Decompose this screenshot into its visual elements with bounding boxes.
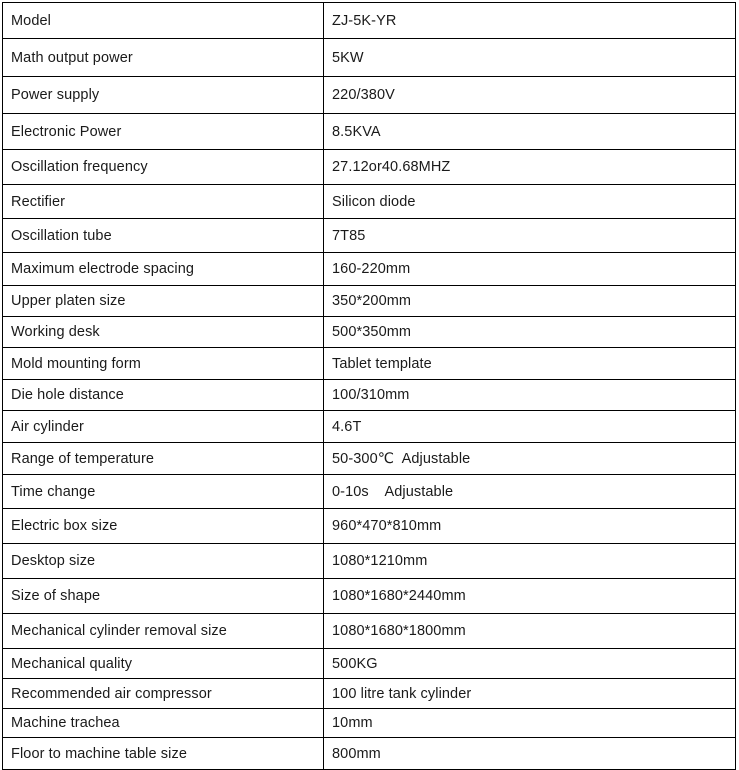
row-label: Electric box size <box>3 509 324 544</box>
table-row <box>3 614 736 649</box>
row-value: 500KG <box>324 649 736 679</box>
row-value: 7T85 <box>324 219 736 253</box>
table-row <box>3 114 736 150</box>
table-row <box>3 738 736 770</box>
table-row <box>3 509 736 544</box>
row-value: 100/310mm <box>324 380 736 411</box>
table-row <box>3 3 736 39</box>
table-row <box>3 219 736 253</box>
row-label: Working desk <box>3 317 324 348</box>
spec-table <box>2 2 736 770</box>
row-value: 500*350mm <box>324 317 736 348</box>
row-value: 800mm <box>324 738 736 770</box>
row-label: Power supply <box>3 77 324 114</box>
row-value: 4.6T <box>324 411 736 443</box>
row-label: Electronic Power <box>3 114 324 150</box>
table-row <box>3 185 736 219</box>
row-value: 0-10s Adjustable <box>324 475 736 509</box>
row-label: Model <box>3 3 324 39</box>
table-row <box>3 380 736 411</box>
row-label: Upper platen size <box>3 286 324 317</box>
row-value: Tablet template <box>324 348 736 380</box>
table-row <box>3 411 736 443</box>
row-value: Silicon diode <box>324 185 736 219</box>
row-label: Time change <box>3 475 324 509</box>
table-row <box>3 348 736 380</box>
row-value: 1080*1680*1800mm <box>324 614 736 649</box>
row-value: 8.5KVA <box>324 114 736 150</box>
row-value: 1080*1210mm <box>324 544 736 579</box>
table-row <box>3 679 736 709</box>
row-value: 960*470*810mm <box>324 509 736 544</box>
table-row <box>3 579 736 614</box>
table-row <box>3 150 736 185</box>
table-row <box>3 475 736 509</box>
row-label: Mechanical cylinder removal size <box>3 614 324 649</box>
table-row <box>3 443 736 475</box>
table-row <box>3 253 736 286</box>
row-value: 5KW <box>324 39 736 77</box>
row-label: Math output power <box>3 39 324 77</box>
spec-table-body <box>3 3 736 770</box>
row-value: 160-220mm <box>324 253 736 286</box>
table-row <box>3 286 736 317</box>
row-value: 350*200mm <box>324 286 736 317</box>
row-label: Maximum electrode spacing <box>3 253 324 286</box>
row-label: Air cylinder <box>3 411 324 443</box>
row-value: ZJ-5K-YR <box>324 3 736 39</box>
table-row <box>3 317 736 348</box>
row-label: Die hole distance <box>3 380 324 411</box>
row-label: Oscillation tube <box>3 219 324 253</box>
row-label: Range of temperature <box>3 443 324 475</box>
row-value: 50-300℃ Adjustable <box>324 443 736 475</box>
row-value: 10mm <box>324 709 736 738</box>
table-row <box>3 649 736 679</box>
table-row <box>3 544 736 579</box>
row-label: Machine trachea <box>3 709 324 738</box>
row-value: 27.12or40.68MHZ <box>324 150 736 185</box>
row-label: Recommended air compressor <box>3 679 324 709</box>
table-row <box>3 709 736 738</box>
row-value: 100 litre tank cylinder <box>324 679 736 709</box>
row-label: Mechanical quality <box>3 649 324 679</box>
row-label: Oscillation frequency <box>3 150 324 185</box>
table-row <box>3 39 736 77</box>
row-label: Mold mounting form <box>3 348 324 380</box>
row-label: Desktop size <box>3 544 324 579</box>
row-label: Floor to machine table size <box>3 738 324 770</box>
row-label: Rectifier <box>3 185 324 219</box>
table-row <box>3 77 736 114</box>
row-value: 1080*1680*2440mm <box>324 579 736 614</box>
row-value: 220/380V <box>324 77 736 114</box>
row-label: Size of shape <box>3 579 324 614</box>
